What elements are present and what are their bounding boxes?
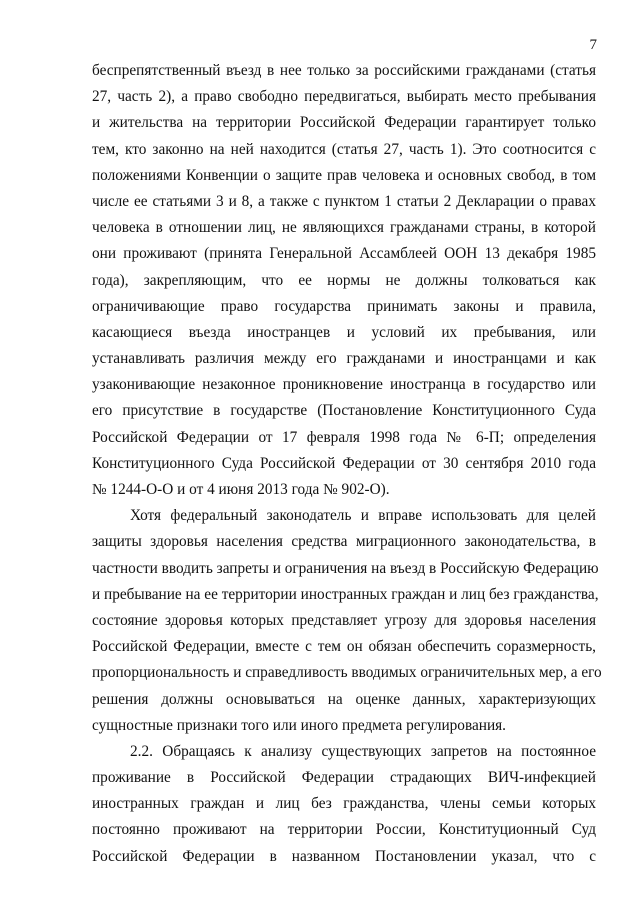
text-line: постоянно проживают на территории России, Конституционный Суд [92,821,596,839]
text-line: проживание в Российской Федерации страдающих ВИЧ-инфекцией [92,769,596,787]
paragraph-2 [92,503,602,739]
page-number: 7 [589,37,597,53]
text-line: иностранных граждан и лиц без гражданства, члены семьи которых [92,795,596,813]
text-line: Хотя федеральный законодатель и вправе использовать для целей [130,507,596,525]
text-line: числе ее статьями 3 и 8, а также с пунктом 1 статьи 2 Декларации о правах [92,192,596,210]
text-line: беспрепятственный въезд в нее только за российскими гражданами (статья [92,62,596,79]
text-line: сущностные признаки того или иного предмета регулирования. [92,716,506,734]
text-line: они проживают (принята Генеральной Ассамблеей ООН 13 декабря 1985 [92,245,596,263]
text-line: узаконивающие незаконное проникновение иностранца в государство или [92,376,596,394]
text-line: устанавливать различия между его гражданами и иностранцами и как [92,350,596,368]
text-line: Российской Федерации, вместе с тем он обязан обеспечить соразмерность, [92,638,596,656]
text-line: года), закрепляющим, что ее нормы не должны толковаться как [92,271,596,289]
text-line: Российской Федерации от 17 февраля 1998 года № 6-П; определения [92,428,596,446]
text-line: ограничивающие право государства принимать законы и правила, [92,297,596,315]
text-line: положениями Конвенции о защите прав человека и основных свобод, в том [92,166,596,184]
text-line: Конституционного Суда Российской Федерации от 30 сентября 2010 года [92,454,596,472]
text-line: и пребывание на ее территории иностранных граждан и лиц без гражданства, [92,585,599,603]
document-body [92,58,602,870]
text-line: Российской Федерации в названном Постановлении указал, что с [92,847,596,865]
text-line: защиты здоровья населения средства миграционного законодательства, в [92,533,596,551]
text-line: человека в отношении лиц, не являющихся гражданами страны, в которой [92,219,596,237]
text-line: 2.2. Обращаясь к анализу существующих запретов на постоянное [130,742,596,760]
text-line: и жительства на территории Российской Федерации гарантирует только [92,114,596,132]
paragraph-3 [92,739,596,870]
text-line: № 1244-О-О и от 4 июня 2013 года № 902-О). [92,481,390,498]
text-line: тем, кто законно на ней находится (статья 27, часть 1). Это соотносится с [92,140,596,158]
text-line: его присутствие в государстве (Постановление Конституционного Суда [92,402,596,420]
text-line: частности вводить запреты и ограничения на въезд в Российскую Федерацию [92,559,599,577]
text-line: 27, часть 2), а право свободно передвигаться, выбирать место пребывания [92,88,596,106]
text-line: решения должны основываться на оценке данных, характеризующих [92,690,596,708]
text-line: состояние здоровья которых представляет угрозу для здоровья населения [92,611,596,629]
paragraph-1 [92,58,596,503]
text-line: касающиеся въезда иностранцев и условий их пребывания, или [92,323,596,341]
text-line: пропорциональность и справедливость вводимых ограничительных мер, а его [92,664,602,682]
